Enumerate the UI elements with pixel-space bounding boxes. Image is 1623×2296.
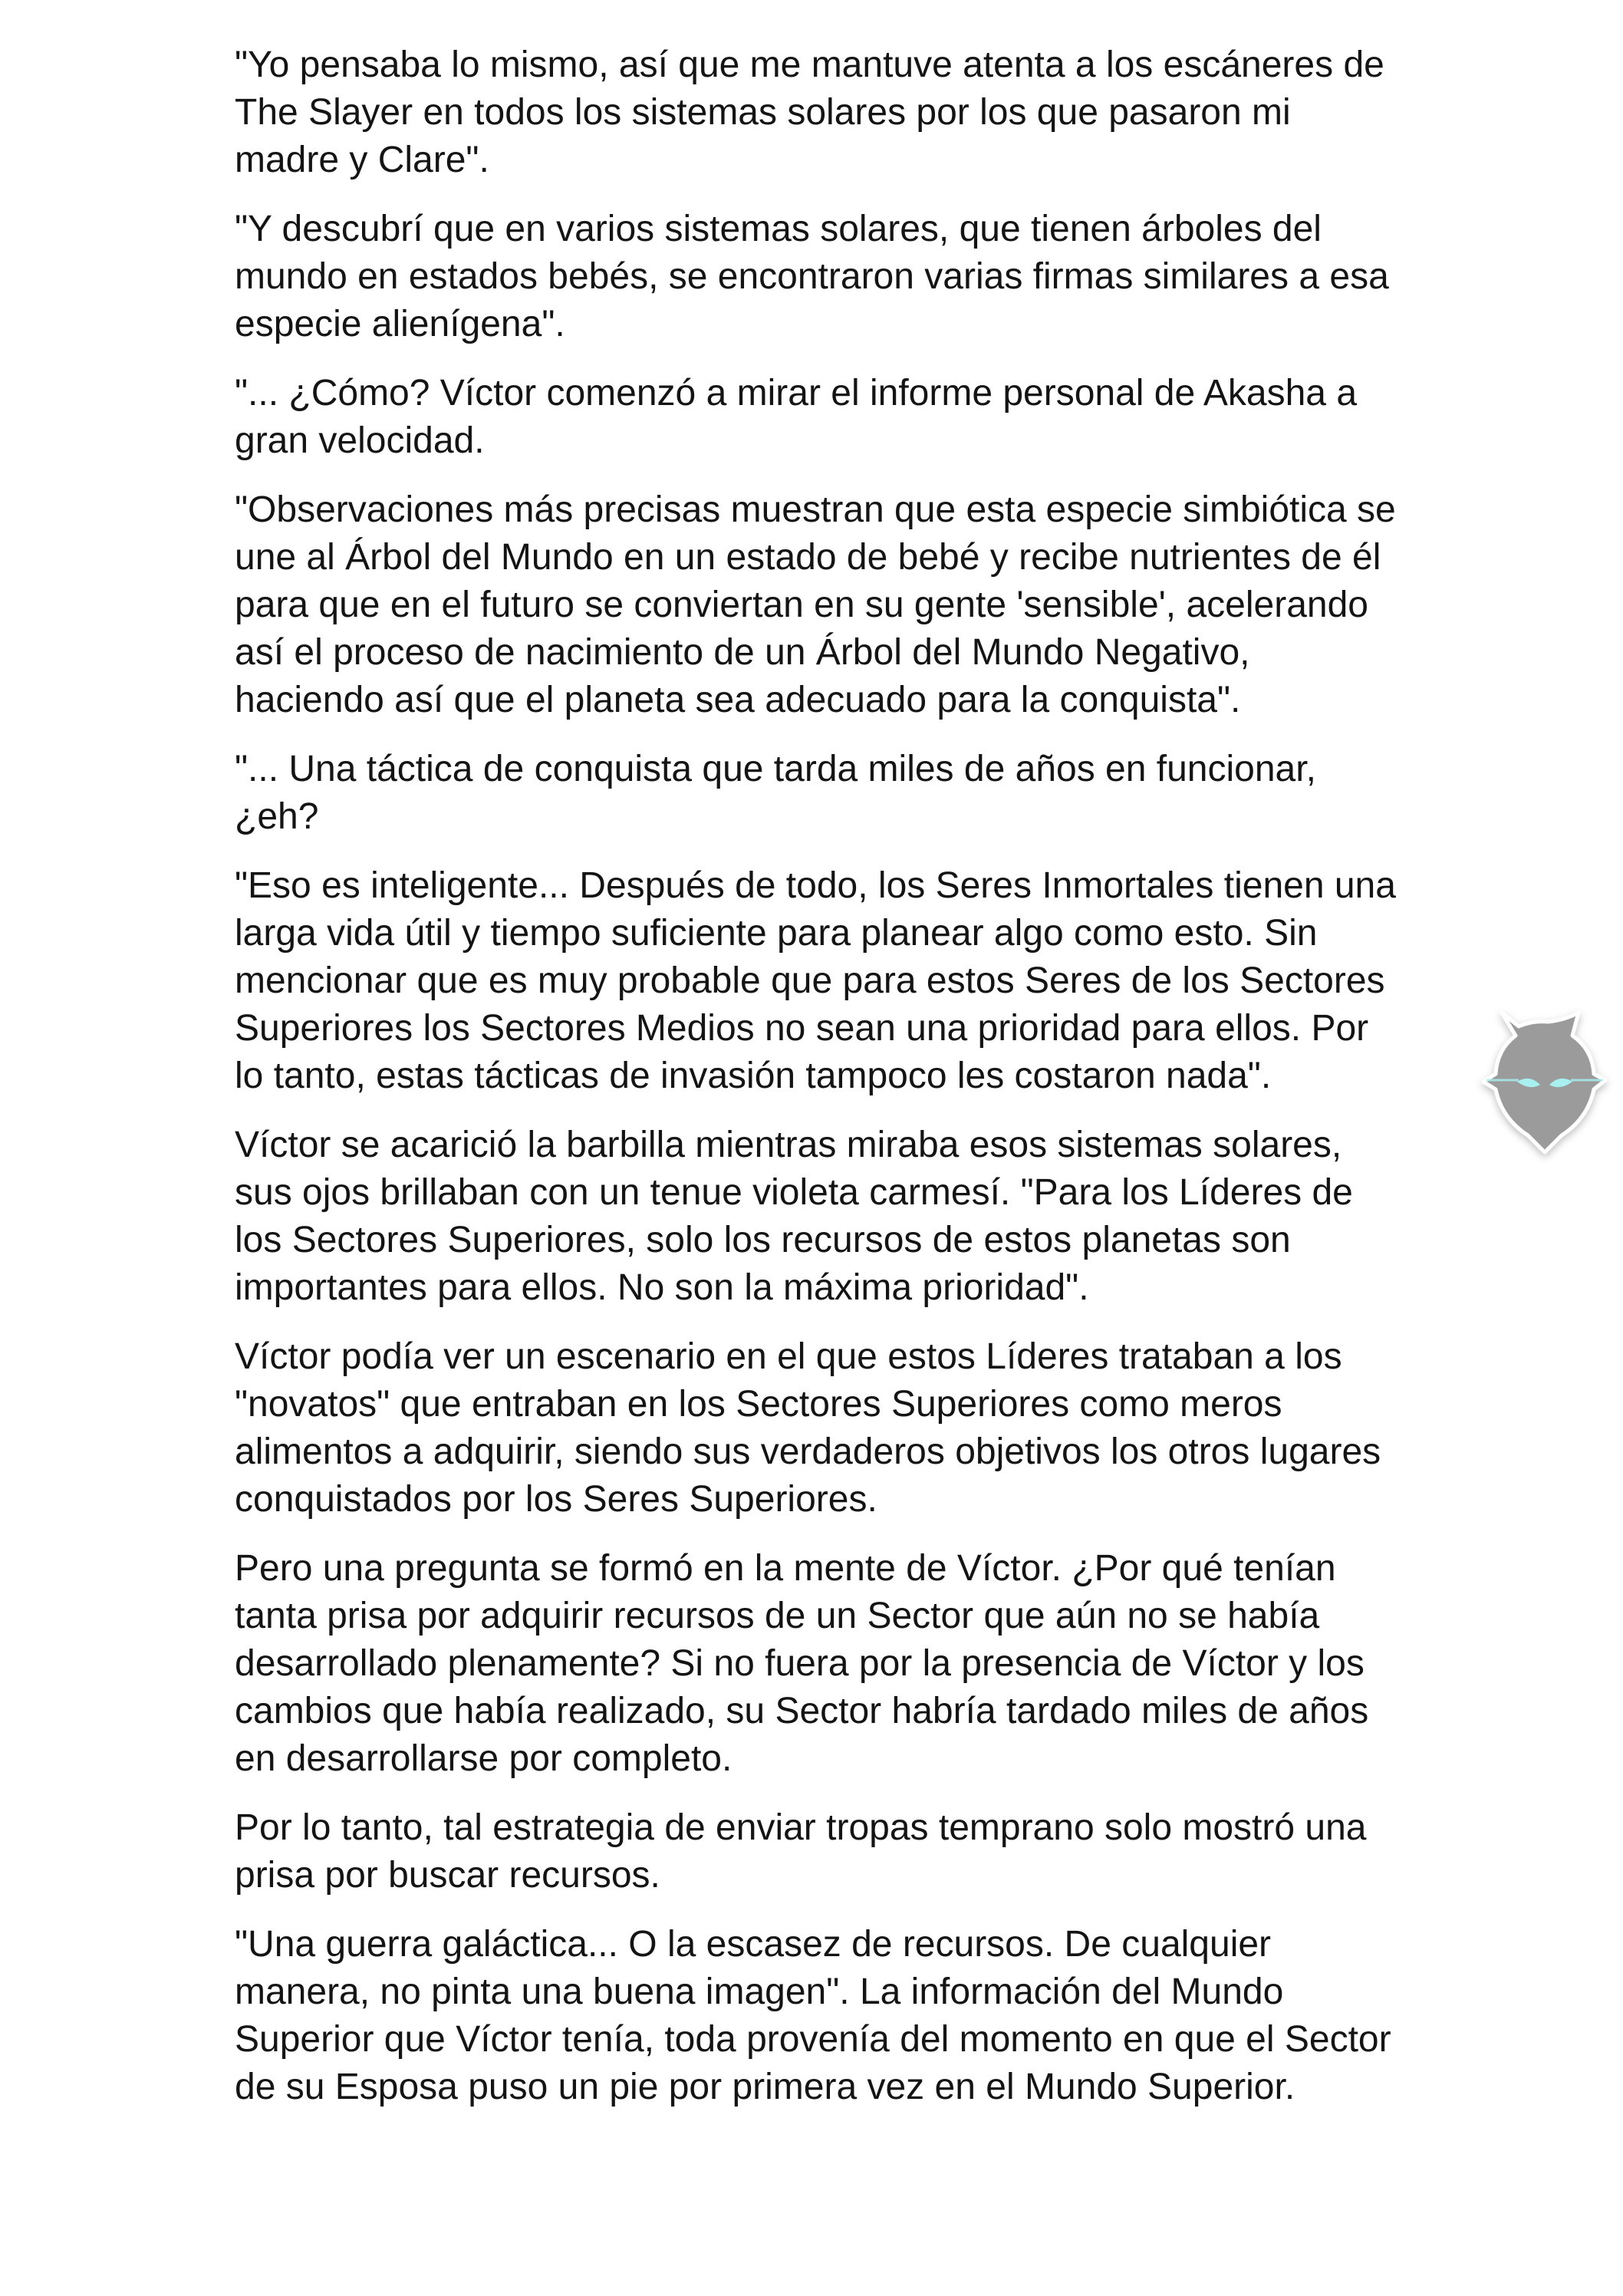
paragraph-11: "Una guerra galáctica... O la escasez de recursos. De cualquier manera, no pinta una buena imagen". La información del Mundo Superior que Víctor tenía, toda provenía del momento en que el Sector de su Esposa puso un pie por primera vez en el Mundo Superior.: [235, 1924, 1391, 2107]
paragraph-7: Víctor se acarició la barbilla mientras miraba esos sistemas solares, sus ojos brillaban con un tenue violeta carmesí. "Para los Líderes de los Sectores Superiores, solo los recursos de estos planetas son importantes para ellos. No son la máxima prioridad".: [235, 1125, 1353, 1308]
paragraph-4: "Observaciones más precisas muestran que esta especie simbiótica se une al Árbol del Mundo en un estado de bebé y recibe nutrientes de él para que en el futuro se conviertan en su gente 'sensible', acelerando así el proceso de nacimiento de un Árbol del Mundo Negativo, haciendo así que el planeta sea adecuado para la conquista".: [235, 489, 1396, 720]
paragraph-1: "Yo pensaba lo mismo, así que me mantuve atenta a los escáneres de The Slayer en todos los sistemas solares por los que pasaron mi madre y Clare".: [235, 44, 1384, 180]
paragraph-10: Por lo tanto, tal estrategia de enviar tropas temprano solo mostró una prisa por buscar recursos.: [235, 1807, 1367, 1896]
demon-head-icon: [1471, 990, 1617, 1166]
paragraph-8: Víctor podía ver un escenario en el que estos Líderes trataban a los "novatos" que entraban en los Sectores Superiores como meros alimentos a adquirir, siendo sus verdaderos objetivos los otros lugares conquistados por los Seres Superiores.: [235, 1336, 1381, 1520]
paragraph-6: "Eso es inteligente... Después de todo, los Seres Inmortales tienen una larga vida útil y tiempo suficiente para planear algo como esto. Sin mencionar que es muy probable que para estos Seres de los Sectores Superiores los Sectores Medios no sean una prioridad para ellos. Por lo tanto, estas tácticas de invasión tampoco les costaron nada".: [235, 865, 1396, 1096]
paragraph-9: Pero una pregunta se formó en la mente de Víctor. ¿Por qué tenían tanta prisa por adquirir recursos de un Sector que aún no se había desarrollado plenamente? Si no fuera por la presencia de Víctor y los cambios que había realizado, su Sector habría tardado miles de años en desarrollarse por completo.: [235, 1548, 1369, 1779]
paragraph-3: "... ¿Cómo? Víctor comenzó a mirar el informe personal de Akasha a gran velocidad.: [235, 373, 1358, 461]
text-column: [235, 41, 1401, 2133]
paragraph-2: "Y descubrí que en varios sistemas solares, que tienen árboles del mundo en estados bebés, se encontraron varias firmas similares a esa especie alienígena".: [235, 209, 1389, 344]
paragraph-5: "... Una táctica de conquista que tarda miles de años en funcionar, ¿eh?: [235, 749, 1316, 837]
